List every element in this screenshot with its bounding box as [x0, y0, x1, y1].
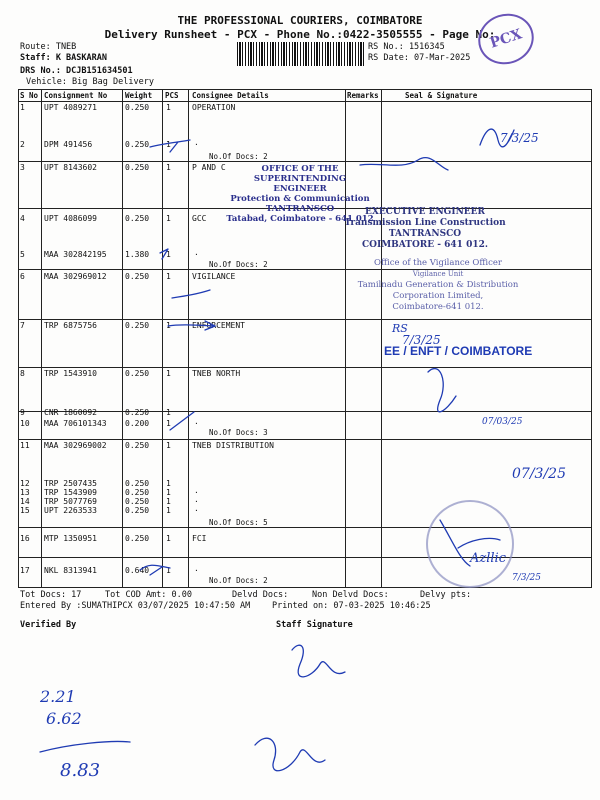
stamp-line: Corporation Limited,: [392, 291, 484, 301]
row-3-cn: UPT 8143602: [44, 163, 97, 172]
row-12-wt: 0.250: [125, 479, 150, 488]
handwritten-date: 7/3/25: [500, 131, 539, 145]
row-10-wt: 0.200: [125, 419, 150, 428]
col-header-seal-signature: Seal & Signature: [405, 91, 478, 100]
row-11-pcs: 1: [166, 441, 171, 450]
row-3-sno: 3: [20, 163, 25, 172]
col-header-remarks: Remarks: [347, 91, 379, 100]
row-1-consignee: OPERATION: [192, 103, 236, 112]
col-header-pcs: PCS: [165, 91, 179, 100]
handwritten-signature: Azllic: [470, 551, 506, 566]
row-14-wt: 0.250: [125, 497, 150, 506]
verified-by-label: Verified By: [20, 620, 77, 630]
row-16-sno: 16: [20, 534, 30, 543]
row-2-dot-mark: .: [194, 138, 199, 147]
row-3-pcs: 1: [166, 163, 171, 172]
row-14-sno: 14: [20, 497, 30, 506]
row-3-consignee: P AND C: [192, 163, 226, 172]
row-7-wt: 0.250: [125, 321, 150, 330]
row-4-wt: 0.250: [125, 214, 150, 223]
vehicle-label: Vehicle: Big Bag Delivery: [26, 77, 154, 87]
row-11-wt: 0.250: [125, 441, 150, 450]
drs-number: DRS No.: DCJB151634501: [20, 66, 133, 76]
handwritten-calc: 8.83: [60, 760, 101, 781]
row-6-wt: 0.250: [125, 272, 150, 281]
handwritten-rs: RS: [392, 322, 408, 335]
stamp-line: Vigilance Unit: [412, 270, 464, 278]
row-12-pcs: 1: [166, 479, 171, 488]
row-4-consignee: GCC: [192, 214, 207, 223]
row-17-pcs: 1: [166, 566, 171, 575]
row-11-cn: MAA 302969002: [44, 441, 107, 450]
ee-enft-stamp: EE / ENFT / COIMBATORE: [384, 344, 533, 358]
row-2-pcs: 1: [166, 140, 171, 149]
row-9-pcs: 1: [166, 408, 171, 417]
row-14-cn: TRP 5077769: [44, 497, 97, 506]
col-header-sno: S No: [20, 91, 39, 100]
row-1-sno: 1: [20, 103, 25, 112]
row-7-sno: 7: [20, 321, 25, 330]
row-8-sno: 8: [20, 369, 25, 378]
stamp-line: OFFICE OF THE: [261, 164, 339, 174]
total-cod: Tot COD Amt: 0.00: [105, 590, 192, 600]
row-3-wt: 0.250: [125, 163, 150, 172]
row-4-pcs: 1: [166, 214, 171, 223]
row-13-sno: 13: [20, 488, 30, 497]
row-15-cn: UPT 2263533: [44, 506, 97, 515]
row-14-dot-mark: .: [194, 495, 199, 504]
staff-signature-label: Staff Signature: [276, 620, 353, 630]
row-15-sno: 15: [20, 506, 30, 515]
row-5-wt: 1.380: [125, 250, 150, 259]
row-13-cn: TRP 1543909: [44, 488, 97, 497]
row-6-consignee: VIGILANCE: [192, 272, 236, 281]
document-title: THE PROFESSIONAL COURIERS, COIMBATORE: [177, 14, 423, 27]
row-1-wt: 0.250: [125, 103, 150, 112]
route-label: Route: TNEB: [20, 42, 77, 52]
row-17-dot-mark: .: [194, 564, 199, 573]
pcx-stamp-text: PCX: [488, 26, 524, 52]
staff-label: Staff: K BASKARAN: [20, 53, 107, 63]
stamp-line: Tamilnadu Generation & Distribution: [357, 280, 519, 290]
entered-by: Entered By :SUMATHIPCX 03/07/2025 10:47:50 AM: [20, 601, 251, 611]
row-9-cn: CNR 1860092: [44, 408, 97, 417]
row-5-sno: 5: [20, 250, 25, 259]
row-1-cn: UPT 4089271: [44, 103, 97, 112]
row-16-cn: MTP 1350951: [44, 534, 97, 543]
printed-on: Printed on: 07-03-2025 10:46:25: [272, 601, 431, 611]
stamp-line: Tatabad, Coimbatore - 641 012: [226, 214, 374, 224]
row-17-cn: NKL 8313941: [44, 566, 97, 575]
row-13-pcs: 1: [166, 488, 171, 497]
row-12-sno: 12: [20, 479, 30, 488]
row-4-sno: 4: [20, 214, 25, 223]
row-6-pcs: 1: [166, 272, 171, 281]
row-2-wt: 0.250: [125, 140, 150, 149]
handwritten-calc: 6.62: [46, 709, 82, 728]
row-8-wt: 0.250: [125, 369, 150, 378]
row-8-cn: TRP 1543910: [44, 369, 97, 378]
col-header-weight: Weight: [125, 91, 153, 100]
delivered-docs: Delvd Docs:: [232, 590, 289, 600]
stamp-line: EXECUTIVE ENGINEER: [364, 207, 485, 217]
stamp-line: TANTRANSCO: [388, 229, 462, 239]
row-11-consignee: TNEB DISTRIBUTION: [192, 441, 274, 450]
row-14-pcs: 1: [166, 497, 171, 506]
stamp-line: Transmission Line Construction: [344, 218, 506, 228]
row-8-pcs: 1: [166, 369, 171, 378]
row-7-cn: TRP 6875756: [44, 321, 97, 330]
row-5-cn: MAA 302842195: [44, 250, 107, 259]
row-15-dot-mark: .: [194, 504, 199, 513]
row-1-pcs: 1: [166, 103, 171, 112]
row-16-pcs: 1: [166, 534, 171, 543]
row-17-sno: 17: [20, 566, 30, 575]
row-2-cn: DPM 491456: [44, 140, 93, 149]
row-16-consignee: FCI: [192, 534, 207, 543]
non-delivered-docs: Non Delvd Docs:: [312, 590, 389, 600]
stamp-line: Coimbatore-641 012.: [392, 302, 484, 312]
row-6-cn: MAA 302969012: [44, 272, 107, 281]
row-2-sno: 2: [20, 140, 25, 149]
handwritten-date: 07/03/25: [482, 417, 523, 427]
stamp-line: Protection & Communication: [230, 194, 370, 204]
stamp-line: Office of the Vigilance Officer: [373, 258, 502, 268]
docs-count: No.Of Docs: 5: [209, 518, 268, 527]
row-17-wt: 0.640: [125, 566, 150, 575]
row-9-wt: 0.250: [125, 408, 150, 417]
docs-count: No.Of Docs: 2: [209, 576, 268, 585]
delivery-points: Delvy pts:: [420, 590, 472, 600]
row-10-sno: 10: [20, 419, 30, 428]
row-7-pcs: 1: [166, 321, 171, 330]
rs-number: RS No.: 1516345: [368, 42, 445, 52]
row-12-cn: TRP 2507435: [44, 479, 97, 488]
stamp-line: TANTRANSCO: [265, 204, 335, 214]
total-docs: Tot Docs: 17: [20, 590, 82, 600]
docs-count: No.Of Docs: 2: [209, 260, 268, 269]
handwritten-calc: 2.21: [40, 687, 76, 706]
rs-date: RS Date: 07-Mar-2025: [368, 53, 471, 63]
stamp-line: COIMBATORE - 641 012.: [362, 240, 488, 250]
row-11-sno: 11: [20, 441, 30, 450]
row-10-dot-mark: .: [194, 417, 199, 426]
docs-count: No.Of Docs: 2: [209, 152, 268, 161]
handwritten-date: 7/3/25: [402, 333, 441, 347]
document-subtitle: Delivery Runsheet - PCX - Phone No.:0422-3505555 - Page No:: [104, 28, 496, 41]
handwritten-date: 7/3/25: [512, 573, 541, 583]
row-7-consignee: ENFORCEMENT: [192, 321, 245, 330]
row-16-wt: 0.250: [125, 534, 150, 543]
stamp-line: SUPERINTENDING ENGINEER: [253, 174, 347, 194]
row-5-dot-mark: .: [194, 248, 199, 257]
docs-count: No.Of Docs: 3: [209, 428, 268, 437]
col-header-consignment: Consignment No: [44, 91, 108, 100]
row-15-pcs: 1: [166, 506, 171, 515]
row-4-cn: UPT 4086099: [44, 214, 97, 223]
handwritten-date: 07/3/25: [512, 466, 566, 482]
row-5-pcs: 1: [166, 250, 171, 259]
row-15-wt: 0.250: [125, 506, 150, 515]
row-10-cn: MAA 706101343: [44, 419, 107, 428]
row-6-sno: 6: [20, 272, 25, 281]
row-13-wt: 0.250: [125, 488, 150, 497]
row-13-dot-mark: .: [194, 486, 199, 495]
row-8-consignee: TNEB NORTH: [192, 369, 241, 378]
row-9-sno: 9: [20, 408, 25, 417]
col-header-consignee: Consignee Details: [192, 91, 269, 100]
row-10-pcs: 1: [166, 419, 171, 428]
